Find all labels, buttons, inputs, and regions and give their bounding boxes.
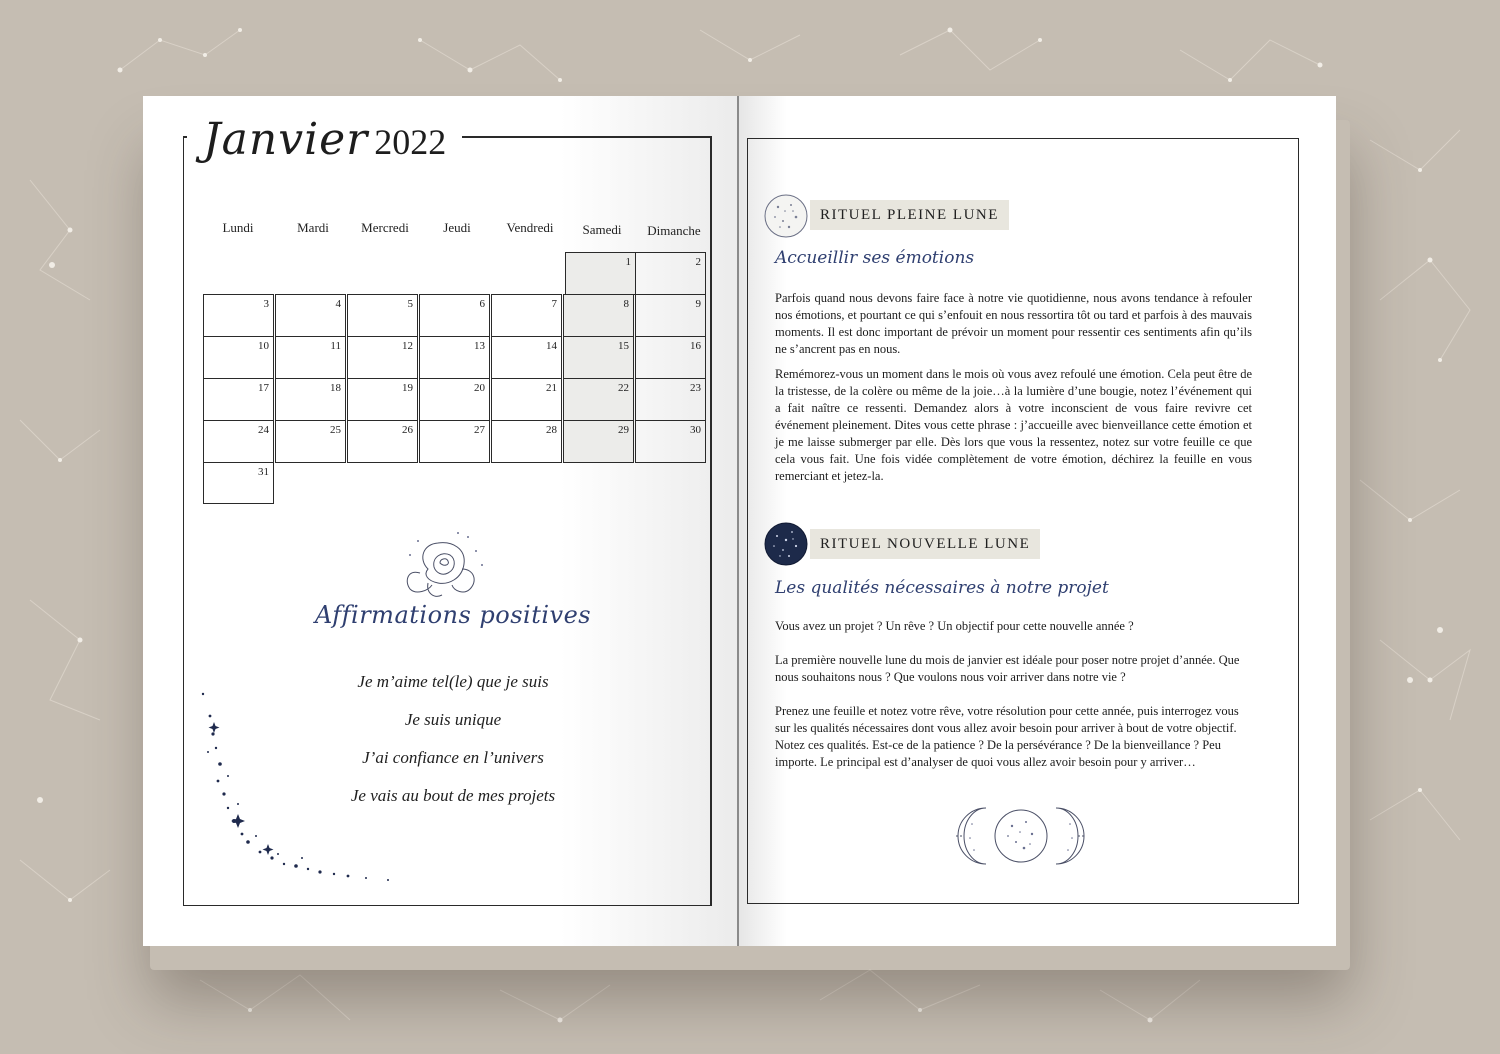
right-page <box>739 96 1336 946</box>
calendar-day-cell[interactable]: 31 <box>203 462 274 504</box>
stardust-decoration <box>198 686 418 886</box>
calendar-day-cell[interactable]: 25 <box>275 420 346 463</box>
affirmation-line: Je vais au bout de mes projets <box>350 786 556 805</box>
calendar-day-cell[interactable]: 29 <box>563 420 634 463</box>
new-moon-subtitle: Les qualités nécessaires à notre projet <box>775 578 1109 598</box>
calendar-day-cell[interactable]: 15 <box>563 336 634 379</box>
affirmation-line: J’ai confiance en l’univers <box>362 748 544 767</box>
weekday-label: Mardi <box>297 220 329 235</box>
calendar-day-cell[interactable]: 19 <box>347 378 418 421</box>
affirmations-title: Affirmations positives <box>314 601 592 629</box>
new-moon-paragraph: La première nouvelle lune du mois de janvier est idéale pour poser notre projet d’année. Que nous souhaitons nous ? Que voulons nous voir arriver dans notre vie ? <box>775 653 1240 684</box>
calendar-day-cell[interactable]: 16 <box>635 336 706 379</box>
calendar-day-cell[interactable]: 14 <box>491 336 562 379</box>
open-planner <box>143 96 1336 946</box>
weekday-label: Dimanche <box>647 223 701 238</box>
weekday-label: Mercredi <box>361 220 409 235</box>
full-moon-subtitle: Accueillir ses émotions <box>775 248 975 268</box>
calendar-day-cell[interactable]: 4 <box>275 294 346 337</box>
new-moon-icon <box>763 521 809 567</box>
calendar-day-cell[interactable]: 3 <box>203 294 274 337</box>
calendar-day-cell[interactable]: 24 <box>203 420 274 463</box>
calendar-day-cell[interactable]: 26 <box>347 420 418 463</box>
calendar-day-cell[interactable]: 9 <box>635 294 706 337</box>
frame-right-line <box>710 136 712 906</box>
calendar-day-cell[interactable]: 8 <box>563 294 634 337</box>
calendar-title <box>203 114 446 165</box>
triple-moon-icon <box>956 804 1086 868</box>
calendar-day-cell[interactable]: 30 <box>635 420 706 463</box>
calendar-day-cell[interactable]: 27 <box>419 420 490 463</box>
calendar-day-cell[interactable]: 5 <box>347 294 418 337</box>
calendar-day-cell[interactable]: 6 <box>419 294 490 337</box>
calendar-day-cell[interactable]: 13 <box>419 336 490 379</box>
calendar-day-cell[interactable]: 1 <box>565 252 636 295</box>
calendar-day-cell[interactable]: 11 <box>275 336 346 379</box>
weekday-label: Samedi <box>582 222 622 237</box>
full-moon-icon <box>763 193 809 239</box>
calendar-day-cell[interactable]: 2 <box>635 252 706 295</box>
weekday-label: Vendredi <box>506 220 554 235</box>
title-month: Janvier <box>203 114 369 165</box>
calendar-day-cell[interactable]: 7 <box>491 294 562 337</box>
new-moon-heading: RITUEL NOUVELLE LUNE <box>810 529 1040 559</box>
calendar-day-cell[interactable]: 21 <box>491 378 562 421</box>
calendar-day-cell[interactable]: 18 <box>275 378 346 421</box>
calendar-day-cell[interactable]: 10 <box>203 336 274 379</box>
new-moon-paragraph: Vous avez un projet ? Un rêve ? Un objectif pour cette nouvelle année ? <box>775 619 1134 633</box>
affirmation-line: Je m’aime tel(le) que je suis <box>357 672 549 691</box>
weekday-label: Jeudi <box>443 220 471 235</box>
calendar-day-cell[interactable]: 12 <box>347 336 418 379</box>
calendar-day-cell[interactable]: 22 <box>563 378 634 421</box>
full-moon-heading: RITUEL PLEINE LUNE <box>810 200 1009 230</box>
full-moon-paragraph: Parfois quand nous devons faire face à notre vie quotidienne, nous avons tendance à refouler nos émotions, et pourtant ce qui s’enfouit en nous ressortira tôt ou tard et parfois à des mauvais moments. Il est donc important de prévoir un moment pour ressentir ces sentiments afin qu’ils ne s’ancrent pas en nous. <box>775 291 1252 356</box>
affirmation-line: Je suis unique <box>404 710 502 729</box>
rose-icon <box>398 529 488 605</box>
calendar-day-cell[interactable]: 28 <box>491 420 562 463</box>
calendar-day-cell[interactable]: 20 <box>419 378 490 421</box>
title-year: 2022 <box>374 122 447 162</box>
full-moon-paragraph: Remémorez-vous un moment dans le mois où vous avez refoulé une émotion. Cela peut être de la tristesse, de la colère ou même de la joie…à la lumière d’une bougie, notez l’événement qui a fait naître ce ressenti. Demandez alors à votre inconscient de vous faire revivre cet événement pleinement. Dites vous cette phrase : j’accueille avec bienveillance cette émotion et je me laisse submerger par elle. Dès lors que vous la ressentez, notez sur votre feuille ce que cela vous fait. Une fois vidée complètement de votre émotion, déchirez la feuille en vous remerciant et jetez-la. <box>775 367 1252 483</box>
calendar-day-cell[interactable]: 17 <box>203 378 274 421</box>
weekday-label: Lundi <box>222 220 254 235</box>
new-moon-paragraph: Prenez une feuille et notez votre rêve, votre résolution pour cette année, puis interrogez vous sur les qualités nécessaires dont vous allez avoir besoin pour arriver à bout de votre objectif. Notez ces qualités. Est-ce de la patience ? De la persévérance ? De la bienveillance ? Peu importe. Le principal est d’analyser de quoi vous allez avoir besoin pour y arriver… <box>775 704 1239 769</box>
calendar-day-cell[interactable]: 23 <box>635 378 706 421</box>
left-page <box>143 96 739 946</box>
